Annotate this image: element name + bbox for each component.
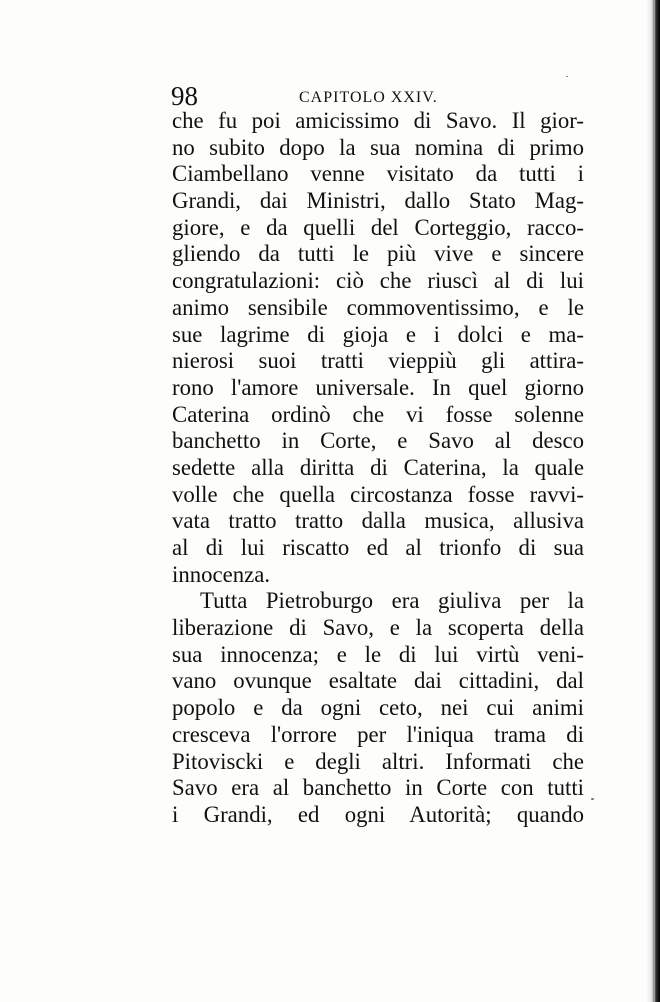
text-line: innocenza.	[172, 561, 271, 587]
ink-speck	[566, 76, 568, 77]
text-line: al di lui riscatto ed al trionfo di sua	[172, 535, 584, 560]
text-line: Savo era al banchetto in Corte con tutti	[172, 775, 584, 801]
ink-speck	[591, 798, 594, 800]
page-number: 98	[171, 81, 198, 111]
text-line: sedette alla diritta di Caterina, la quale	[172, 454, 584, 480]
scan-edge	[646, 0, 660, 1002]
text-line: Grandi, dai Ministri, dallo Stato Mag-	[172, 188, 584, 214]
running-head: CAPITOLO XXIV.	[299, 89, 438, 106]
text-line: Pitoviscki e degli altri. Informati che	[172, 748, 584, 774]
text-line: vano ovunque esaltate dai cittadini, dal	[172, 668, 584, 694]
text-line: i Grandi, ed ogni Autorità; quando	[172, 801, 584, 827]
text-line: Ciambellano venne visitato da tutti i	[172, 161, 584, 187]
text-line: rono l'amore universale. In quel giorno	[172, 374, 584, 400]
text-line: sua innocenza; e le di lui virtù veni-	[172, 641, 584, 667]
text-line: cresceva l'orrore per l'iniqua trama di	[172, 721, 584, 747]
text-line: nierosi suoi tratti vieppiù gli attira-	[172, 348, 584, 374]
body-text	[172, 108, 584, 829]
text-line: Tutta Pietroburgo era giuliva per la	[200, 588, 584, 614]
text-line: no subito dopo la sua nomina di primo	[172, 134, 584, 160]
text-line: giore, e da quelli del Corteggio, racco-	[172, 214, 584, 240]
text-line: congratulazioni: ciò che riuscì al di lui	[172, 268, 584, 294]
text-line: che fu poi amicissimo di Savo. Il gior-	[172, 108, 584, 133]
text-line: vata tratto tratto dalla musica, allusiva	[172, 508, 584, 534]
text-line: Caterina ordinò che vi fosse solenne	[172, 401, 584, 427]
text-line: popolo e da ogni ceto, nei cui animi	[172, 695, 584, 721]
text-line: animo sensibile commoventissimo, e le	[172, 294, 584, 320]
text-line: banchetto in Corte, e Savo al desco	[172, 428, 584, 454]
text-line: liberazione di Savo, e la scoperta della	[172, 615, 584, 641]
text-line: volle che quella circostanza fosse ravvi-	[172, 481, 584, 507]
text-line: sue lagrime di gioja e i dolci e ma-	[172, 321, 584, 347]
text-line: gliendo da tutti le più vive e sincere	[172, 241, 584, 267]
